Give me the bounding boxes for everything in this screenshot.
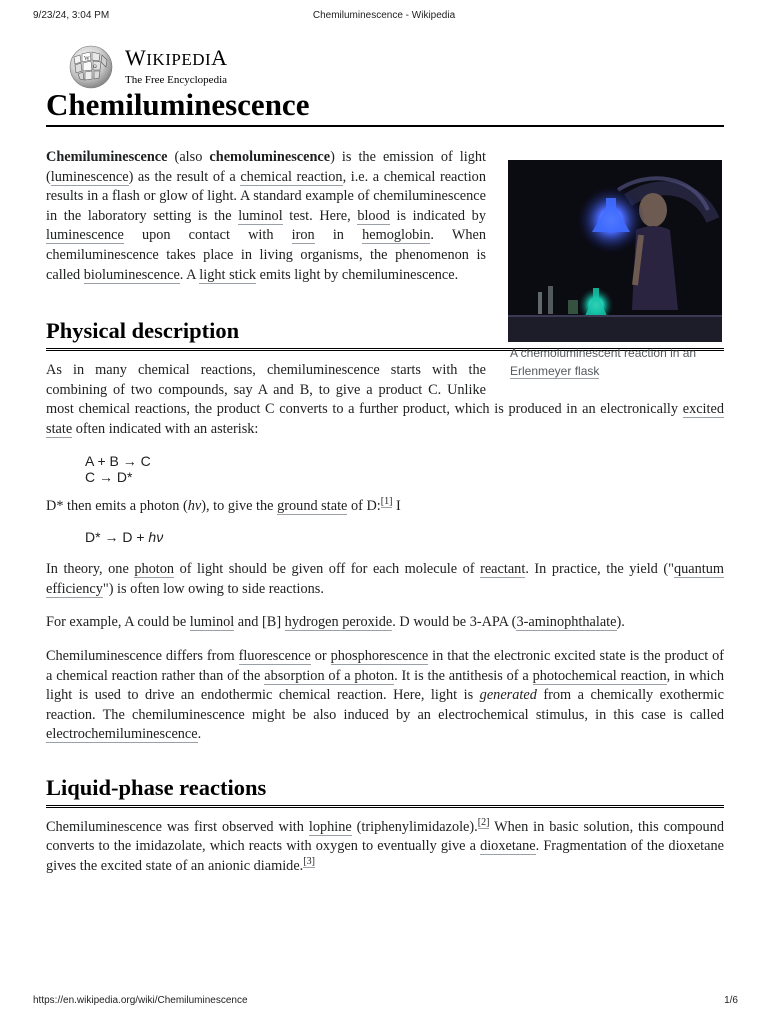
dioxetane-link[interactable]: dioxetane <box>480 838 536 855</box>
print-page-title: Chemiluminescence - Wikipedia <box>312 10 456 21</box>
print-url: https://en.wikipedia.org/wiki/Chemiluminescence <box>33 995 248 1006</box>
physical-paragraph-2: D* then emits a photon (hν), to give the ground state of D:[1] I <box>46 495 401 514</box>
print-page-number: 1/6 <box>724 995 738 1006</box>
bioluminescence-link[interactable]: bioluminescence <box>83 266 180 283</box>
physical-paragraph-5: Chemiluminescence differs from fluorescence or phosphorescence in that the electronic excited state is the product of a chemical reaction rather than of the absorption of a photon. It is the antithesis of a photochemical reaction, in which light is used to drive an endothermic chemical reaction. Here, light is generated from a chemically exothermic reaction. The chemiluminescence might be also induced by an electrochemical stimulus, in this case is called electrochemiluminescence. <box>46 647 725 743</box>
article-body <box>46 148 724 877</box>
light-stick-link[interactable]: light stick <box>199 266 257 283</box>
hemoglobin-link[interactable]: hemoglobin <box>362 227 431 244</box>
excited-state-link[interactable]: excited state <box>46 401 724 437</box>
luminol-link-2[interactable]: luminol <box>189 614 235 631</box>
wordmark-title: WIKIPEDIA <box>125 45 228 70</box>
formula-a-b-c: A + B → C <box>85 452 151 469</box>
formula-c-d: C → D* <box>85 468 133 485</box>
section-heading-liquid-phase-reactions: Liquid-phase reactions <box>46 773 724 808</box>
aminophthalate-link[interactable]: 3-aminophthalate <box>516 614 617 631</box>
lead-figure <box>508 160 724 380</box>
svg-text:W: W <box>84 56 90 62</box>
formula-emission: D* → D + hν <box>85 529 164 546</box>
citation-3-link[interactable]: [3] <box>303 856 315 868</box>
blood-link[interactable]: blood <box>357 207 390 224</box>
luminol-link[interactable]: luminol <box>238 207 283 224</box>
fluorescence-link[interactable]: fluorescence <box>238 647 311 664</box>
physical-paragraph-3: In theory, one photon of light should be given off for each molecule of reactant. In practice, the yield ("quantum efficiency") is often low owing to side reactions. <box>46 561 724 597</box>
erlenmeyer-flask-link[interactable]: Erlenmeyer flask <box>510 364 600 378</box>
phosphorescence-link[interactable]: phosphorescence <box>330 647 429 664</box>
wikipedia-globe-logo[interactable] <box>66 43 116 89</box>
absorption-of-a-photon-link[interactable]: absorption of a photon <box>264 667 395 684</box>
figure-caption: A chemoluminescent reaction in an Erlenmeyer flask <box>510 346 697 378</box>
photon-link[interactable]: photon <box>134 561 175 578</box>
physical-paragraph-4: For example, A could be luminol and [B] hydrogen peroxide. D would be 3-APA (3-aminophthalate). <box>46 614 625 631</box>
citation-2-link[interactable]: [2] <box>477 817 490 829</box>
ground-state-link[interactable]: ground state <box>277 497 348 514</box>
quantum-efficiency-link[interactable]: quantum efficiency <box>46 561 724 597</box>
physical-paragraph-1: As in many chemical reactions, chemiluminescence starts with the combining of two compounds, say A and B, to give a product C. Unlike most chemical reactions, the product C converts to a further product, which is produced in an electronically excited state often indicated with an asterisk: <box>46 362 724 437</box>
iron-link[interactable]: iron <box>291 227 315 244</box>
reactant-link[interactable]: reactant <box>480 561 526 578</box>
photochemical-reaction-link[interactable]: photochemical reaction <box>532 667 667 684</box>
chemical-reaction-link[interactable]: chemical reaction <box>240 168 343 185</box>
luminescence-link-2[interactable]: luminescence <box>46 227 124 244</box>
hydrogen-peroxide-link[interactable]: hydrogen peroxide <box>284 614 393 631</box>
print-datetime: 9/23/24, 3:04 PM <box>33 10 110 21</box>
citation-1-link[interactable]: [1] <box>380 495 393 507</box>
wikipedia-wordmark[interactable] <box>125 46 228 87</box>
section-heading-physical-description: Physical description <box>46 316 724 351</box>
luminescence-link[interactable]: luminescence <box>50 168 129 185</box>
intro-paragraph: Chemiluminescence (also chemoluminescence) is the emission of light (luminescence) as the result of a chemical reaction, i.e. a chemical reaction results in a flash or glow of light. A standard example of chemiluminescence in the laboratory setting is the luminol test. Here, blood is indicated by luminescence upon contact with iron in hemoglobin. When chemiluminescence takes place in living organisms, the phenomenon is called bioluminescence. A light stick emits light by chemiluminescence. <box>46 149 486 283</box>
lophine-link[interactable]: lophine <box>308 818 352 835</box>
page-title: Chemiluminescence <box>46 85 724 127</box>
electrochemiluminescence-link[interactable]: electrochemiluminescence <box>46 726 198 743</box>
chemiluminescence-photo[interactable] <box>508 160 722 342</box>
liquid-paragraph-1: Chemiluminescence was first observed with lophine (triphenylimidazole).[2] When in basic solution, this compound converts to the imidazolate, which reacts with oxygen to eventually give a dioxetane. Fragmentation of the dioxetane gives the excited state of an anionic diamide.[3] <box>46 817 724 875</box>
wordmark-tagline: The Free Encyclopedia <box>125 74 228 86</box>
svg-text:Ω: Ω <box>93 65 97 70</box>
